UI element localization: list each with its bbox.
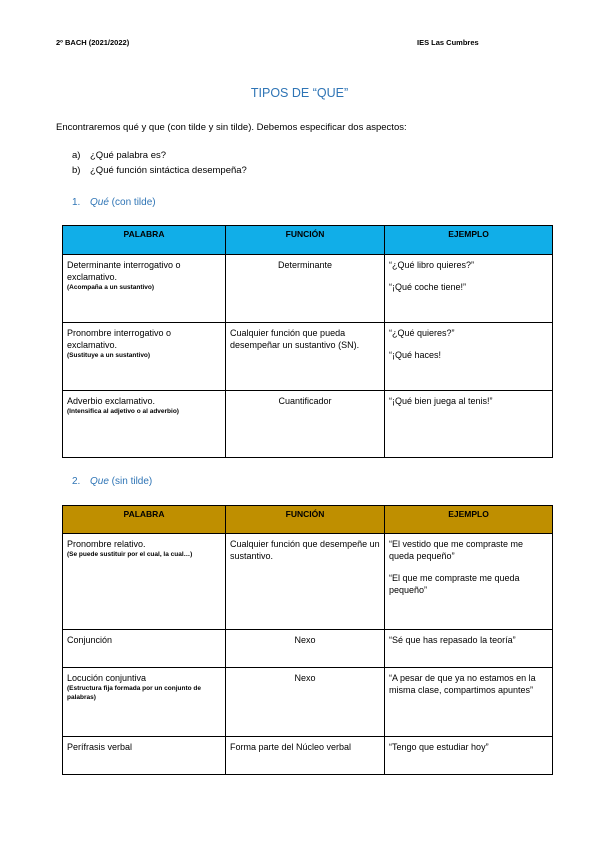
cell-palabra: Perífrasis verbal bbox=[63, 737, 226, 775]
header-funcion: FUNCIÓN bbox=[226, 506, 385, 534]
cell-ejemplo bbox=[385, 323, 553, 391]
example-text: “A pesar de que ya no estamos en la misma clase, compartimos apuntes” bbox=[389, 673, 536, 696]
table-row bbox=[63, 255, 553, 323]
question-marker: a) bbox=[72, 150, 81, 161]
question-item-b bbox=[72, 165, 247, 176]
cell-ejemplo bbox=[385, 391, 553, 458]
cell-ejemplo bbox=[385, 255, 553, 323]
section-rest: (sin tilde) bbox=[108, 476, 153, 487]
section-rest: (con tilde) bbox=[108, 197, 156, 208]
example-text: “¿Qué libro quieres?” bbox=[389, 260, 475, 270]
header-course: 2º BACH (2021/2022) bbox=[56, 38, 130, 47]
section-number: 2. bbox=[72, 476, 81, 487]
cell-palabra bbox=[63, 668, 226, 737]
section-number: 1. bbox=[72, 197, 81, 208]
cell-funcion: Cuantificador bbox=[226, 391, 385, 458]
table-que-sin-tilde bbox=[62, 505, 553, 775]
example-text: “¡Qué coche tiene!” bbox=[389, 282, 467, 293]
question-text: ¿Qué función sintáctica desempeña? bbox=[90, 165, 247, 176]
cell-palabra bbox=[63, 534, 226, 630]
section-word: Que bbox=[90, 476, 109, 487]
table-row bbox=[63, 391, 553, 458]
cell-funcion: Determinante bbox=[226, 255, 385, 323]
table-que-con-tilde bbox=[62, 225, 553, 458]
table-row bbox=[63, 668, 553, 737]
document-title: TIPOS DE “QUE” bbox=[250, 86, 349, 100]
palabra-note: (Intensifica al adjetivo o al adverbio) bbox=[67, 408, 179, 416]
cell-funcion: Cualquier función que desempeñe un sustantivo. bbox=[226, 534, 385, 630]
table-row bbox=[63, 737, 553, 775]
section-1-heading bbox=[72, 197, 156, 208]
table-row bbox=[63, 630, 553, 668]
example-text: “Tengo que estudiar hoy” bbox=[389, 742, 489, 752]
table-row bbox=[63, 534, 553, 630]
header-funcion: FUNCIÓN bbox=[226, 226, 385, 255]
question-marker: b) bbox=[72, 165, 81, 176]
example-text: “¡Qué bien juega al tenis!” bbox=[389, 396, 493, 406]
header-school: IES Las Cumbres bbox=[417, 38, 479, 47]
example-text: “¡Qué haces! bbox=[389, 350, 442, 361]
table-row bbox=[63, 323, 553, 391]
example-text: “Sé que has repasado la teoría” bbox=[389, 635, 516, 645]
palabra-note: (Se puede sustituir por el cual, la cual…) bbox=[67, 551, 193, 559]
cell-funcion: Cualquier función que pueda desempeñar un sustantivo (SN). bbox=[226, 323, 385, 391]
palabra-text: Determinante interrogativo o exclamativo. bbox=[67, 260, 181, 283]
section-word: Qué bbox=[90, 197, 109, 208]
cell-palabra bbox=[63, 391, 226, 458]
table-header-row bbox=[63, 506, 553, 534]
question-item-a bbox=[72, 150, 166, 161]
cell-funcion: Forma parte del Núcleo verbal bbox=[226, 737, 385, 775]
palabra-text: Pronombre relativo. bbox=[67, 539, 146, 549]
cell-ejemplo bbox=[385, 668, 553, 737]
cell-palabra bbox=[63, 255, 226, 323]
palabra-note: (Sustituye a un sustantivo) bbox=[67, 352, 151, 360]
cell-palabra bbox=[63, 323, 226, 391]
cell-funcion: Nexo bbox=[226, 668, 385, 737]
cell-ejemplo bbox=[385, 630, 553, 668]
example-text: “El vestido que me compraste me queda pequeño” bbox=[389, 539, 524, 562]
palabra-note: (Estructura fija formada por un conjunto de palabras) bbox=[67, 685, 201, 701]
cell-ejemplo bbox=[385, 737, 553, 775]
example-text: “¿Qué quieres?” bbox=[389, 328, 455, 338]
question-text: ¿Qué palabra es? bbox=[90, 150, 167, 161]
palabra-note: (Acompaña a un sustantivo) bbox=[67, 284, 155, 292]
example-text: “El que me compraste me queda pequeño” bbox=[389, 573, 520, 596]
palabra-text: Adverbio exclamativo. bbox=[67, 396, 156, 406]
palabra-text: Pronombre interrogativo o exclamativo. bbox=[67, 328, 172, 351]
section-2-heading bbox=[72, 476, 152, 487]
palabra-text: Locución conjuntiva bbox=[67, 673, 147, 683]
header-ejemplo: EJEMPLO bbox=[385, 506, 553, 534]
header-palabra: PALABRA bbox=[63, 506, 226, 534]
header-palabra: PALABRA bbox=[63, 226, 226, 255]
table-header-row bbox=[63, 226, 553, 255]
intro-paragraph: Encontraremos qué y que (con tilde y sin tilde). Debemos especificar dos aspectos: bbox=[56, 122, 407, 133]
cell-funcion: Nexo bbox=[226, 630, 385, 668]
header-ejemplo: EJEMPLO bbox=[385, 226, 553, 255]
cell-palabra: Conjunción bbox=[63, 630, 226, 668]
cell-ejemplo bbox=[385, 534, 553, 630]
